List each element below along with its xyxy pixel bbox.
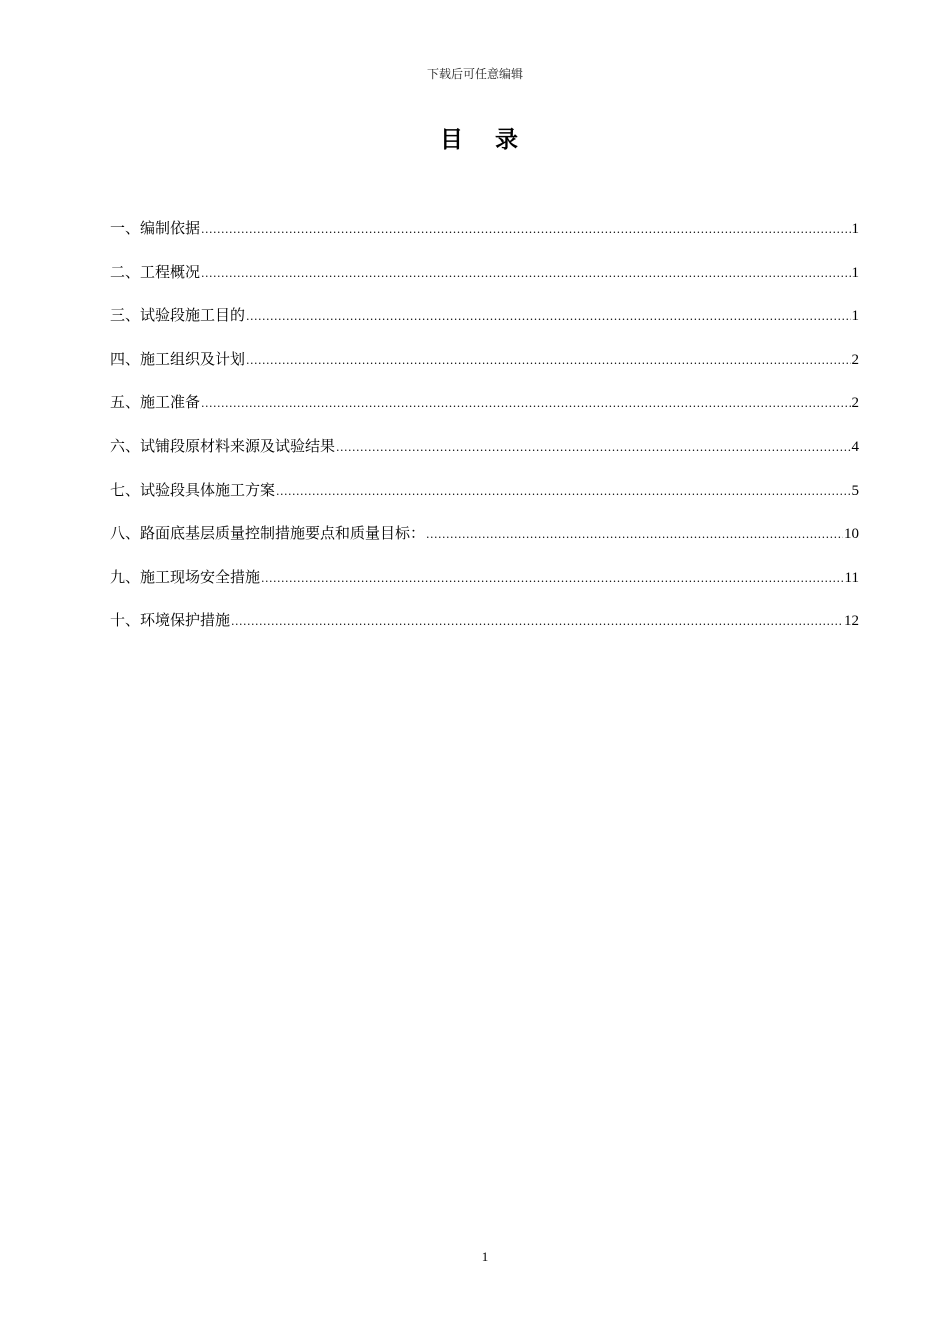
toc-entry-label: 五、施工准备 (110, 393, 201, 412)
toc-entry-label: 七、试验段具体施工方案 (110, 480, 276, 499)
dot-leader (201, 217, 850, 243)
toc-entry-label: 四、施工组织及计划 (110, 349, 246, 368)
toc-title: 目 录 (439, 127, 530, 153)
toc-entry-7[interactable] (110, 477, 859, 521)
page-number: 1 (481, 1249, 489, 1264)
page-header: 下载后可任意编辑 (426, 67, 523, 81)
toc-entry-page: 1 (851, 221, 859, 237)
dot-leader (201, 261, 850, 287)
toc-entry-3[interactable] (110, 302, 859, 346)
toc-entry-10[interactable] (110, 607, 859, 651)
toc-entry-1[interactable] (110, 215, 859, 259)
dot-leader (426, 522, 843, 548)
toc-entry-page: 11 (844, 569, 859, 586)
table-of-contents (110, 215, 859, 651)
toc-entry-page: 2 (851, 351, 859, 368)
toc-entry-page: 4 (851, 438, 859, 455)
toc-entry-label: 三、试验段施工目的 (110, 306, 246, 325)
toc-entry-6[interactable] (110, 433, 859, 477)
toc-entry-label: 二、工程概况 (110, 262, 201, 281)
toc-entry-page: 1 (851, 308, 859, 325)
toc-entry-label: 一、编制依据 (110, 219, 201, 237)
toc-entry-2[interactable] (110, 259, 859, 303)
dot-leader (261, 566, 844, 592)
toc-entry-4[interactable] (110, 346, 859, 390)
toc-entry-page: 12 (844, 613, 859, 630)
dot-leader (336, 435, 850, 461)
toc-entry-8[interactable] (110, 520, 859, 564)
toc-entry-page: 1 (851, 264, 859, 281)
toc-entry-label: 六、试铺段原材料来源及试验结果 (110, 436, 336, 455)
toc-entry-5[interactable] (110, 389, 859, 433)
toc-entry-9[interactable] (110, 564, 859, 608)
toc-entry-label: 八、路面底基层质量控制措施要点和质量目标： (110, 524, 426, 543)
toc-entry-label: 九、施工现场安全措施 (110, 567, 261, 586)
dot-leader (246, 304, 850, 330)
toc-entry-page: 2 (851, 395, 859, 412)
dot-leader (276, 479, 850, 505)
toc-entry-label: 十、环境保护措施 (110, 611, 231, 630)
toc-entry-page: 10 (844, 526, 859, 543)
toc-entry-page: 5 (851, 482, 859, 499)
dot-leader (231, 609, 843, 635)
dot-leader (246, 348, 850, 374)
dot-leader (201, 391, 850, 417)
